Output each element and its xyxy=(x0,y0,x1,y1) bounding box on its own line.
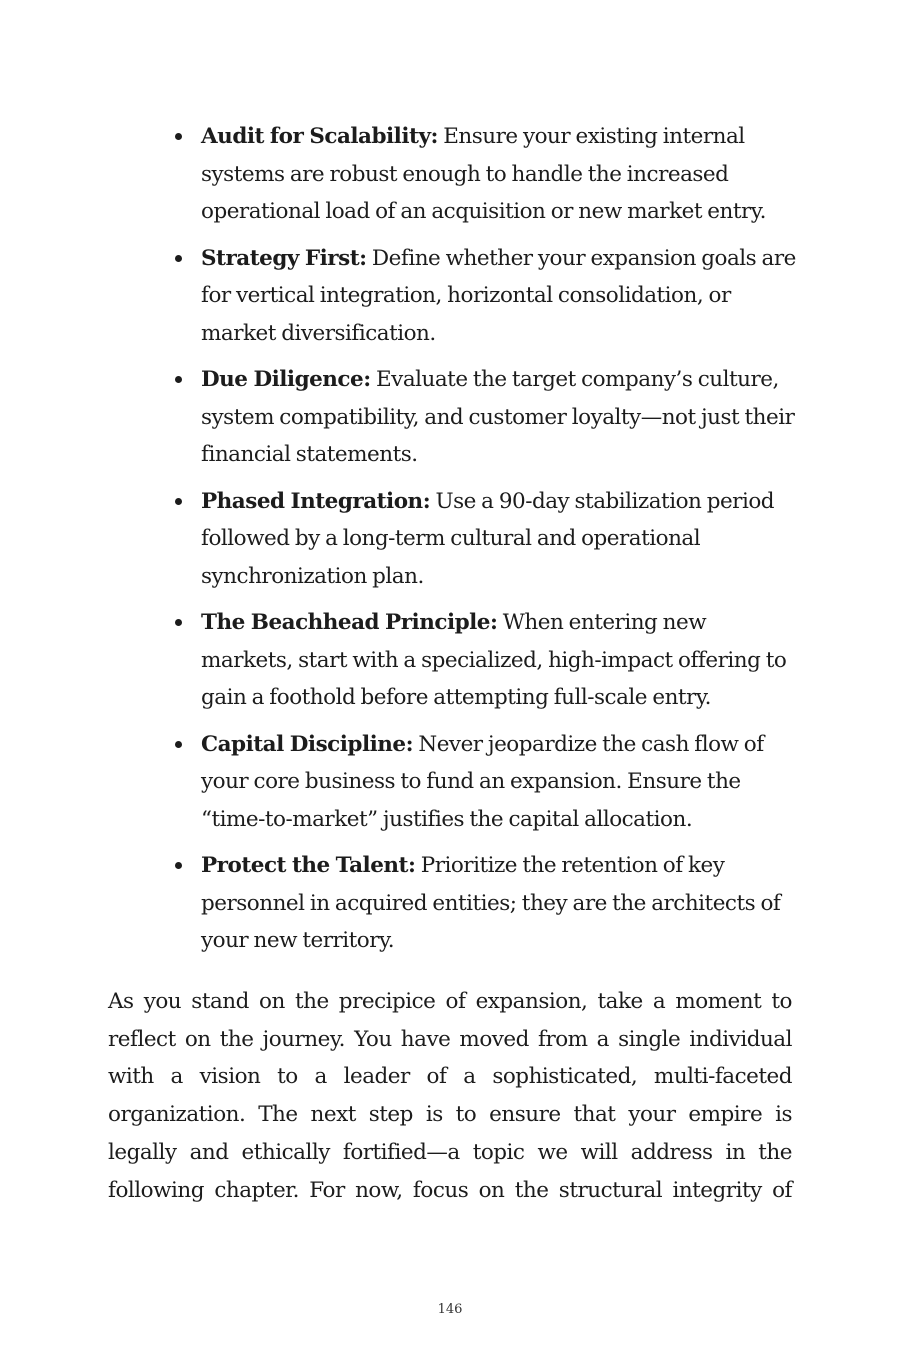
bullet-term: The Beachhead Principle: xyxy=(201,610,498,635)
bullet-text: When entering new markets, start with a specialized, high-impact offering to gain a foothold before attempting full-scale entry. xyxy=(201,610,787,710)
bullet-term: Protect the Talent: xyxy=(201,853,416,878)
bullet-icon xyxy=(175,498,182,505)
bullet-text: Never jeopardize the cash flow of your core business to fund an expansion. Ensure the “time-to-market” justifies the capital allocation. xyxy=(201,731,764,832)
bullet-text: Use a 90-day stabilization period followed by a long-term cultural and operational synchronization plan. xyxy=(201,488,775,589)
bullet-term: Capital Discipline: xyxy=(201,731,414,757)
bullet-icon xyxy=(175,862,182,869)
bullet-icon xyxy=(175,619,182,626)
bullet-item xyxy=(172,726,797,839)
bullet-icon xyxy=(175,133,182,140)
bullet-item xyxy=(172,847,797,960)
body-paragraph: As you stand on the precipice of expansion, take a moment to reflect on the journey. You have moved from a single individual with a vision to a leader of a sophisticated, multi-faceted organization. The next step is to ensure that your empire is legally and ethically fortified—a topic we will address in the following chapter. For now, focus on the structural integrity of xyxy=(108,989,792,1203)
bullet-item xyxy=(172,604,797,717)
bullet-icon xyxy=(175,741,182,748)
bullet-item xyxy=(172,240,797,353)
bullet-item xyxy=(172,361,797,474)
bullet-icon xyxy=(175,255,182,262)
bullet-text: Prioritize the retention of key personnel in acquired entities; they are the architects of your new territory. xyxy=(201,853,781,953)
bullet-item xyxy=(172,483,797,596)
bullet-term: Audit for Scalability: xyxy=(201,124,438,149)
bullet-term: Due Diligence: xyxy=(201,367,371,392)
bullet-item xyxy=(172,118,797,231)
bullet-text: Define whether your expansion goals are for vertical integration, horizontal consolidation, or market diversification. xyxy=(201,245,796,346)
bullet-term: Phased Integration: xyxy=(201,488,431,514)
bullet-list xyxy=(172,118,797,969)
page-number: 146 xyxy=(437,1302,463,1317)
bullet-term: Strategy First: xyxy=(201,245,367,271)
bullet-icon xyxy=(175,376,182,383)
bullet-text: Ensure your existing internal systems are robust enough to handle the increased operational load of an acquisition or new market entry. xyxy=(201,124,766,224)
bullet-text: Evaluate the target company’s culture, system compatibility, and customer loyalty—not just their financial statements. xyxy=(201,367,795,467)
